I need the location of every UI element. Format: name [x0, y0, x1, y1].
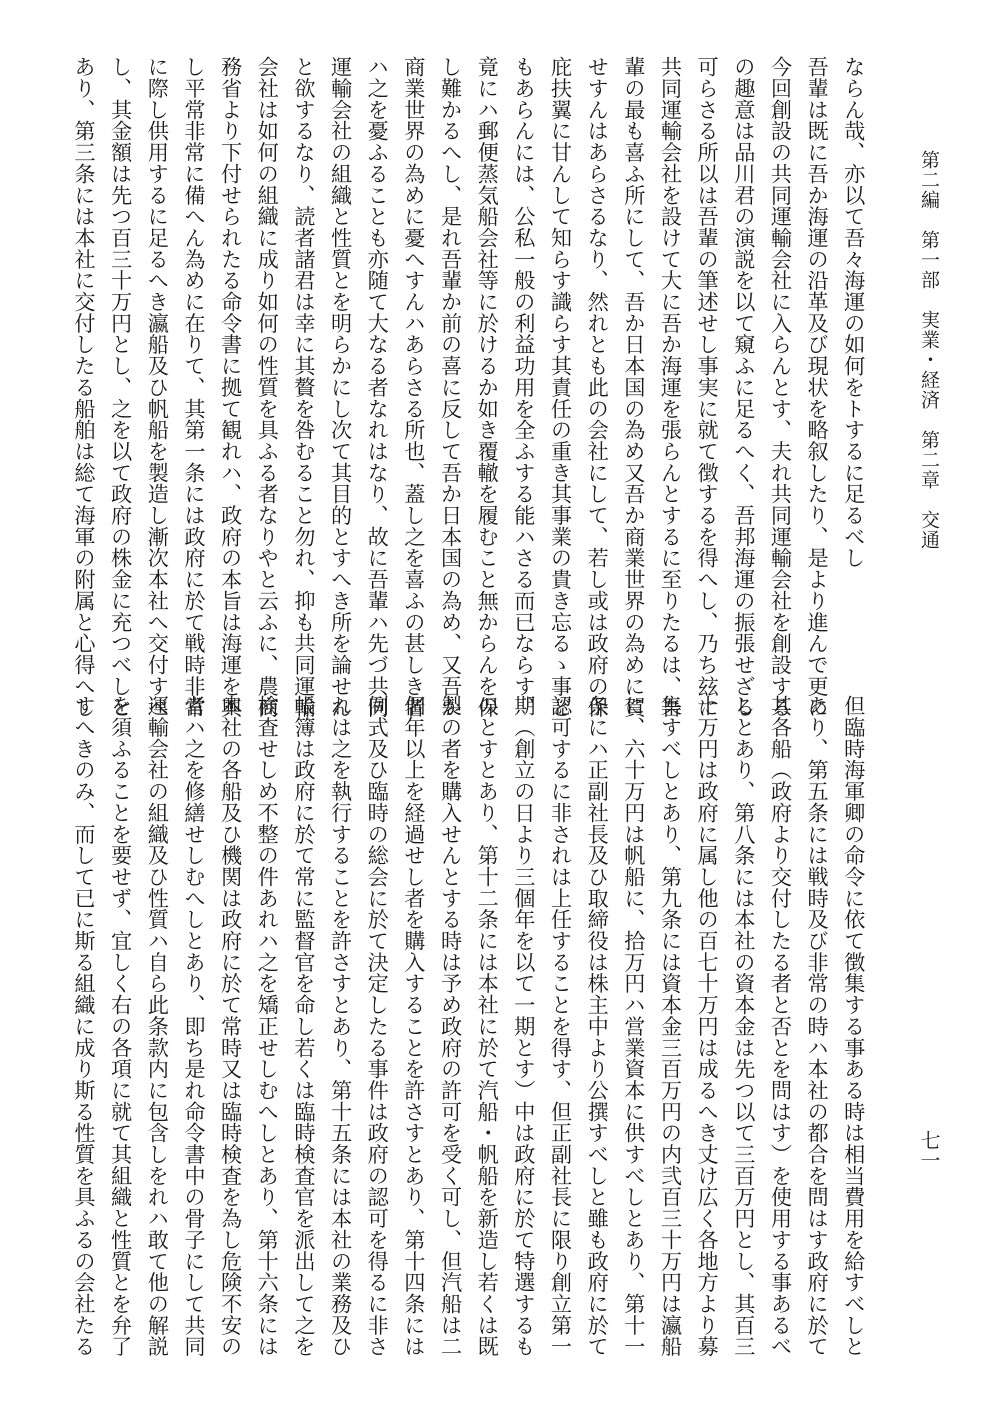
text-line: 庇扶翼に甘んして知らす識らす其責任の重き其事業の貴き忘るゝ事ど — [548, 56, 574, 718]
text-line: 共同運輸会社を設けて大に吾か海運を張らんとするに至りたるは、吾 — [658, 56, 684, 718]
text-line: 竟にハ郵便蒸気船会社等に於けるか如き覆轍を履むこと無からんを保 — [475, 56, 501, 718]
text-line: と欲するなり、読者諸君は幸に其贅を咎むること勿れ、抑も共同運輸 — [291, 56, 317, 718]
text-line: あり、第五条には戦時及び非常の時ハ本社の都合を問はす政府に於て — [805, 695, 831, 1357]
text-line: 条にハ正副社長及ひ取締役は株主中より公撰すべしと雖も政府に於て — [585, 695, 611, 1357]
text-line: に、六十万円は帆船に、拾万円ハ営業資本に供すべしとあり、第十一 — [621, 695, 647, 1357]
running-header: 第二編 第一部 実業・経済 第二章 交通 — [918, 150, 940, 550]
text-block-bottom — [66, 695, 872, 1355]
text-line: 期（創立の日より三個年を以て一期とす）中は政府に於て特選するも — [511, 695, 537, 1357]
text-line: れは之を執行することを許さすとあり、第十五条には本社の業務及ひ — [328, 695, 354, 1357]
text-line: の趣意は品川君の演説を以て窺ふに足るへく、吾邦海運の振張せざる — [731, 56, 757, 718]
text-line: 帳簿は政府に於て常に監督官を命し若くは臨時検査官を派出して之を — [291, 695, 317, 1357]
page-number: 七一 — [917, 1130, 941, 1170]
text-line: 者ハ之を修繕せしむへしとあり、即ち是れ命令書中の骨子にして共同 — [181, 695, 207, 1357]
text-line: しとあり、第八条には本社の資本金は先つ以て三百万円とし、其百三 — [731, 695, 757, 1357]
text-line: ならん哉、亦以て吾々海運の如何をトするに足るべし — [841, 56, 867, 569]
text-line: し平常非常に備へん為めに在りて、其第一条には政府に於て戦時非常 — [181, 56, 207, 718]
text-line: 今回創設の共同運輸会社に入らんとす、夫れ共同運輸会社を創設する — [768, 56, 794, 718]
text-block-top — [66, 56, 872, 718]
text-line: ハ之を憂ふることも亦随て大なる者なれはなり、故に吾輩ハ先づ共同 — [365, 56, 391, 718]
text-line: せすんはあらさるなり、然れとも此の会社にして、若し或は政府の保 — [585, 56, 611, 718]
text-line: 運輸会社の組織と性質とを明らかにし次て其目的とすへき所を論せん — [328, 56, 354, 718]
text-line: 本社の各船及ひ機関は政府に於て常時又は臨時検査を為し危険不安の — [218, 695, 244, 1357]
text-line: し、其金額は先つ百三十万円とし、之を以て政府の株金に充つべしと — [108, 56, 134, 718]
text-line: 検査せしめ不整の件あれハ之を矯正せしむへしとあり、第十六条には — [255, 695, 281, 1357]
text-line: 吾輩は既に吾か海運の沿革及び現状を略叙したり、是より進んで更に — [805, 56, 831, 718]
text-line: 其各船（政府より交付したる者と否とを問はす）を使用する事あるべ — [768, 695, 794, 1357]
text-line: 商業世界の為めに憂へすんハあらさる所也、蓋し之を喜ふの甚しき者 — [401, 56, 427, 718]
text-line: し難かるへし、是れ吾輩か前の喜に反して吾か日本国の為め、又吾か — [438, 56, 464, 718]
text-line: 可らさる所以は吾輩の筆述せし事実に就て徴するを得へし、乃ち玆に — [695, 56, 721, 718]
text-line: 集すべしとあり、第九条には資本金三百万円の内弐百三十万円は瀛船 — [658, 695, 684, 1357]
text-line: 製の者を購入せんとする時は予め政府の許可を受く可し、但汽船は二 — [438, 695, 464, 1357]
text-line: 運輸会社の組織及ひ性質ハ自ら此条款内に包含しをれハ敢て他の解説 — [145, 695, 171, 1357]
text-line: 但臨時海軍卿の命令に依て徴集する事ある時は相当費用を給すべしと — [841, 695, 867, 1357]
text-line: 十万円は政府に属し他の百七十万円は成るへき丈け広く各地方より募 — [695, 695, 721, 1357]
text-line: 個年以上を経過せし者を購入することを許さすとあり、第十四条には — [401, 695, 427, 1357]
text-line: もあらんには、公私一般の利益功用を全ふする能ハさる而已ならす、 — [511, 56, 537, 718]
text-line: 会社は如何の組織に成り如何の性質を具ふる者なりやと云ふに、農商 — [255, 56, 281, 718]
text-line: すへきのみ、而して已に斯る組織に成り斯る性質を具ふるの会社たる — [72, 695, 97, 1357]
text-line: のとすとあり、第十二条には本社に於て汽船・帆船を新造し若くは既 — [475, 695, 501, 1357]
text-line: 認可するに非されは上任することを得す、但正副社長に限り創立第一 — [548, 695, 574, 1357]
text-line: を須ふることを要せず、宜しく右の各項に就て其組織と性質とを弁了 — [108, 695, 134, 1357]
text-line: 輩の最も喜ふ所にして、吾か日本国の為め又吾か商業世界の為めに賀 — [621, 56, 647, 718]
text-line: 務省より下付せられたる命令書に拠て観れハ、政府の本旨は海運を興 — [218, 56, 244, 718]
text-line: 例式及ひ臨時の総会に於て決定したる事件は政府の認可を得るに非さ — [365, 695, 391, 1357]
text-line: に際し供用するに足るへき瀛船及ひ帆船を製造し漸次本社へ交付すべ — [145, 56, 171, 718]
text-line: あり、第三条には本社に交付したる船舶は総て海軍の附属と心得へし — [72, 56, 97, 718]
